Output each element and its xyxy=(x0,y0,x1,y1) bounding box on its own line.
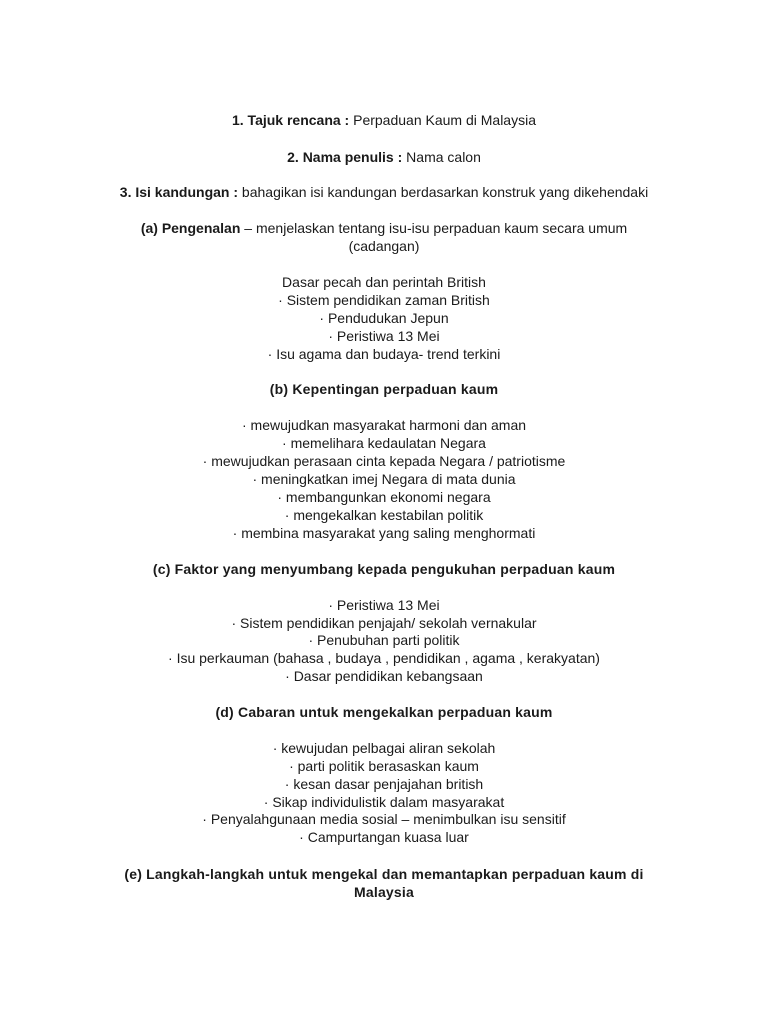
section-d-item: · Sikap individulistik dalam masyarakat xyxy=(263,794,505,810)
section-c-item: · Dasar pendidikan kebangsaan xyxy=(285,668,483,684)
section-c-item: · Peristiwa 13 Mei xyxy=(328,597,440,613)
section-a-description: – menjelaskan tentang isu-isu perpaduan kaum secara umum xyxy=(244,220,628,236)
section-a-heading xyxy=(0,219,768,237)
section-d-heading: (d) Cabaran untuk mengekalkan perpaduan kaum xyxy=(215,704,553,720)
section-b-item: · meningkatkan imej Negara di mata dunia xyxy=(252,471,516,487)
section-d-item: · Campurtangan kuasa luar xyxy=(299,829,469,845)
section-b-item: · membangunkan ekonomi negara xyxy=(277,489,491,505)
section-b-heading: (b) Kepentingan perpaduan kaum xyxy=(269,381,499,397)
section-a-item: Dasar pecah dan perintah British xyxy=(282,274,486,290)
section-b-item: · mengekalkan kestabilan politik xyxy=(284,507,484,523)
title-label: 1. Tajuk rencana : xyxy=(231,112,350,128)
section-a-description-cont: (cadangan) xyxy=(348,238,420,254)
author-label: 2. Nama penulis : xyxy=(287,149,403,165)
section-a-item: · Isu agama dan budaya- trend terkini xyxy=(267,346,501,362)
title-value: Perpaduan Kaum di Malaysia xyxy=(353,112,536,128)
section-e-heading: (e) Langkah-langkah untuk mengekal dan memantapkan perpaduan kaum di xyxy=(124,866,644,882)
section-c-heading: (c) Faktor yang menyumbang kepada pengukuhan perpaduan kaum xyxy=(152,561,616,577)
content-value: bahagikan isi kandungan berdasarkan konstruk yang dikehendaki xyxy=(241,184,649,200)
section-c-item: · Isu perkauman (bahasa , budaya , pendidikan , agama , kerakyatan) xyxy=(168,650,600,666)
author-line xyxy=(0,148,768,166)
section-e-heading-cont: Malaysia xyxy=(354,884,414,900)
section-d-item: · parti politik berasaskan kaum xyxy=(289,758,479,774)
section-d-item: · kewujudan pelbagai aliran sekolah xyxy=(272,740,496,756)
content-label: 3. Isi kandungan : xyxy=(119,184,239,200)
section-a-item: · Pendudukan Jepun xyxy=(319,310,449,326)
author-value: Nama calon xyxy=(406,149,481,165)
section-b-item: · memelihara kedaulatan Negara xyxy=(282,435,486,451)
section-c-item: · Penubuhan parti politik xyxy=(308,632,460,648)
section-c-item: · Sistem pendidikan penjajah/ sekolah vernakular xyxy=(231,615,537,631)
section-d-item: · Penyalahgunaan media sosial – menimbulkan isu sensitif xyxy=(202,811,566,827)
section-a-item: · Sistem pendidikan zaman British xyxy=(278,292,490,308)
section-d-item: · kesan dasar penjajahan british xyxy=(284,776,484,792)
section-b-item: · mewujudkan perasaan cinta kepada Negara / patriotisme xyxy=(202,453,566,469)
section-b-item: · membina masyarakat yang saling menghormati xyxy=(232,525,536,541)
content-line xyxy=(0,183,768,201)
title-line xyxy=(0,111,768,129)
section-a-label: (a) Pengenalan xyxy=(140,220,241,236)
section-b-item: · mewujudkan masyarakat harmoni dan aman xyxy=(241,417,527,433)
section-a-item: · Peristiwa 13 Mei xyxy=(328,328,440,344)
